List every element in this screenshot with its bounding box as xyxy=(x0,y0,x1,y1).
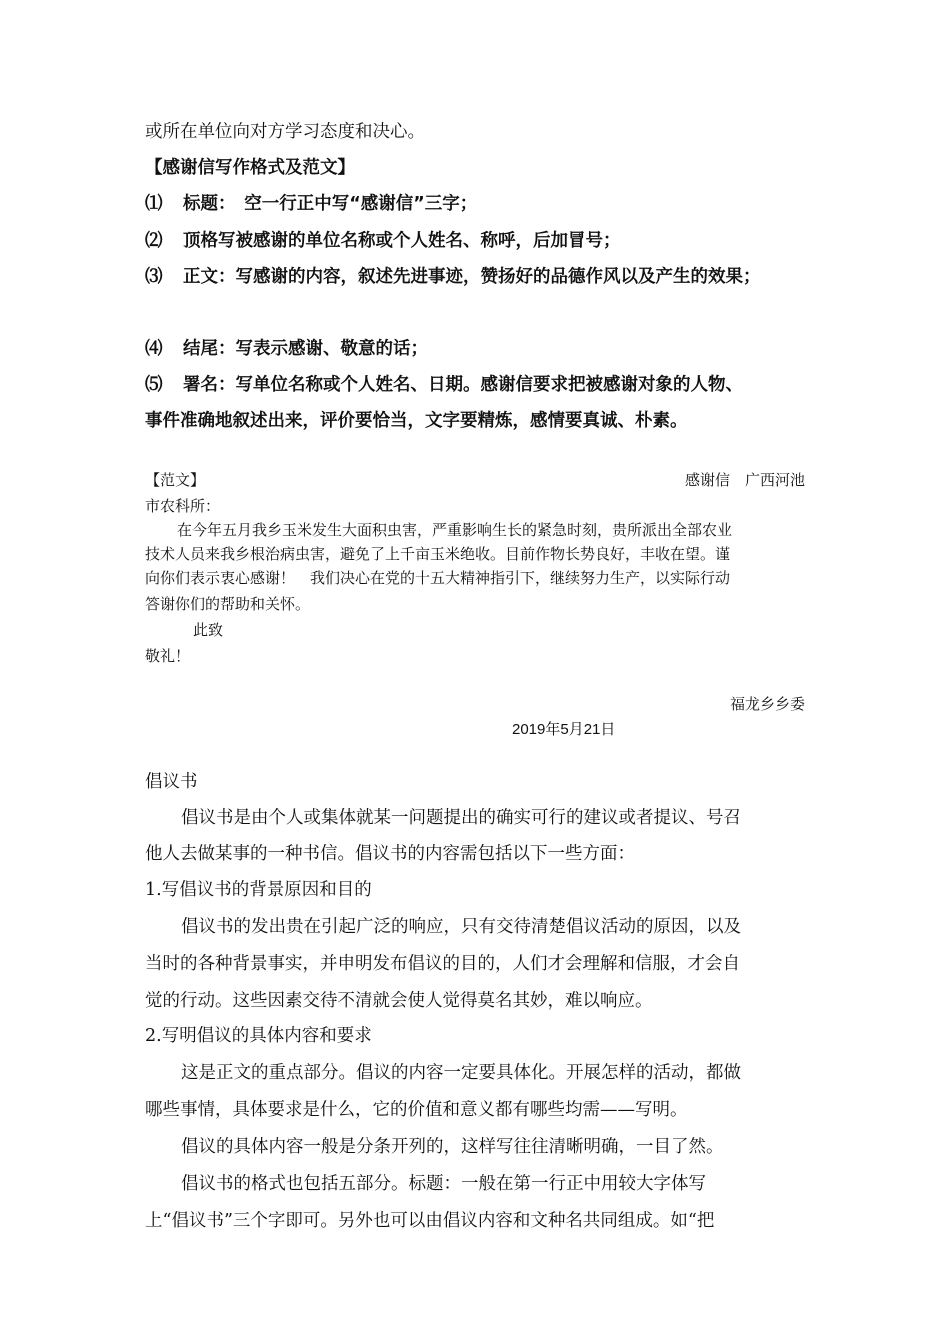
proposal-section-2-title: 2.写明倡议的具体内容和要求 xyxy=(145,1026,372,1046)
format-item-2 xyxy=(145,227,621,252)
sample-body-line: 答谢你们的帮助和关怀。 xyxy=(145,595,311,613)
item-number: ⑵ xyxy=(145,231,163,251)
proposal-section-2-line: 倡议的具体内容一般是分条开列的，这样写往往清晰明确，一目了然。 xyxy=(181,1137,724,1157)
format-item-4 xyxy=(145,335,428,360)
proposal-format-line: 上“倡议书”三个字即可。另外也可以由倡议内容和文种名共同组成。如“把 xyxy=(145,1211,715,1231)
proposal-intro-line: 倡议书是由个人或集体就某一问题提出的确实可行的建议或者提议、号召 xyxy=(181,808,741,828)
sample-closing-2: 敬礼！ xyxy=(145,647,191,665)
item-number: ⑴ xyxy=(145,194,163,214)
sample-date: 2019年5月21日 xyxy=(512,721,616,738)
format-item-5-continued: 事件准确地叙述出来，评价要恰当，文字要精炼，感情要真诚、朴素。 xyxy=(145,411,688,431)
proposal-section-2-line: 这是正文的重点部分。倡议的内容一定要具体化。开展怎样的活动，都做 xyxy=(181,1063,741,1083)
format-item-1 xyxy=(145,190,477,215)
sample-body-line: 向你们表示衷心感谢！ 我们决心在党的十五大精神指引下，继续努力生产，以实际行动 xyxy=(145,569,731,587)
proposal-section-1-line: 觉的行动。这些因素交待不清就会使人觉得莫名其妙，难以响应。 xyxy=(145,991,653,1011)
intro-line: 或所在单位向对方学习态度和决心。 xyxy=(145,122,425,142)
item-number: ⑷ xyxy=(145,339,163,359)
proposal-intro-line: 他人去做某事的一种书信。倡议书的内容需包括以下一些方面： xyxy=(145,844,635,864)
format-item-3 xyxy=(145,263,761,288)
item-number: ⑸ xyxy=(145,375,163,395)
proposal-format-line: 倡议书的格式也包括五部分。标题：一般在第一行正中用较大字体写 xyxy=(181,1174,706,1194)
sample-body-line: 技术人员来我乡根治病虫害，避免了上千亩玉米绝收。目前作物长势良好，丰收在望。谨 xyxy=(145,545,731,563)
sample-recipient: 市农科所： xyxy=(145,497,221,515)
proposal-section-1-line: 倡议书的发出贵在引起广泛的响应，只有交待清楚倡议活动的原因，以及 xyxy=(181,917,741,937)
item-text: 结尾：写表示感谢、敬意的话； xyxy=(183,339,428,359)
proposal-title: 倡议书 xyxy=(145,772,198,792)
item-text: 正文：写感谢的内容，叙述先进事迹，赞扬好的品德作风以及产生的效果； xyxy=(183,267,761,287)
item-number: ⑶ xyxy=(145,267,163,287)
format-item-5 xyxy=(145,371,743,396)
proposal-section-1-line: 当时的各种背景事实，并申明发布倡议的目的，人们才会理解和信服，才会自 xyxy=(145,954,740,974)
sample-closing-1: 此致 xyxy=(193,621,224,639)
item-text: 标题： 空一行正中写“感谢信”三字； xyxy=(183,194,478,214)
proposal-section-2-line: 哪些事情，具体要求是什么，它的价值和意义都有哪些均需——写明。 xyxy=(145,1100,688,1120)
sample-signature: 福龙乡乡委 xyxy=(729,695,805,713)
item-text: 顶格写被感谢的单位名称或个人姓名、称呼，后加冒号； xyxy=(183,231,621,251)
sample-body-line: 在今年五月我乡玉米发生大面积虫害，严重影响生长的紧急时刻，贵所派出全部农业 xyxy=(177,521,733,539)
sample-label: 【范文】 xyxy=(145,471,206,489)
sample-letter-title: 感谢信 广西河池 xyxy=(684,471,805,489)
item-text: 署名：写单位名称或个人姓名、日期。感谢信要求把被感谢对象的人物、 xyxy=(183,375,743,395)
section-heading: 【感谢信写作格式及范文】 xyxy=(145,158,355,178)
proposal-section-1-title: 1.写倡议书的背景原因和目的 xyxy=(145,880,372,900)
